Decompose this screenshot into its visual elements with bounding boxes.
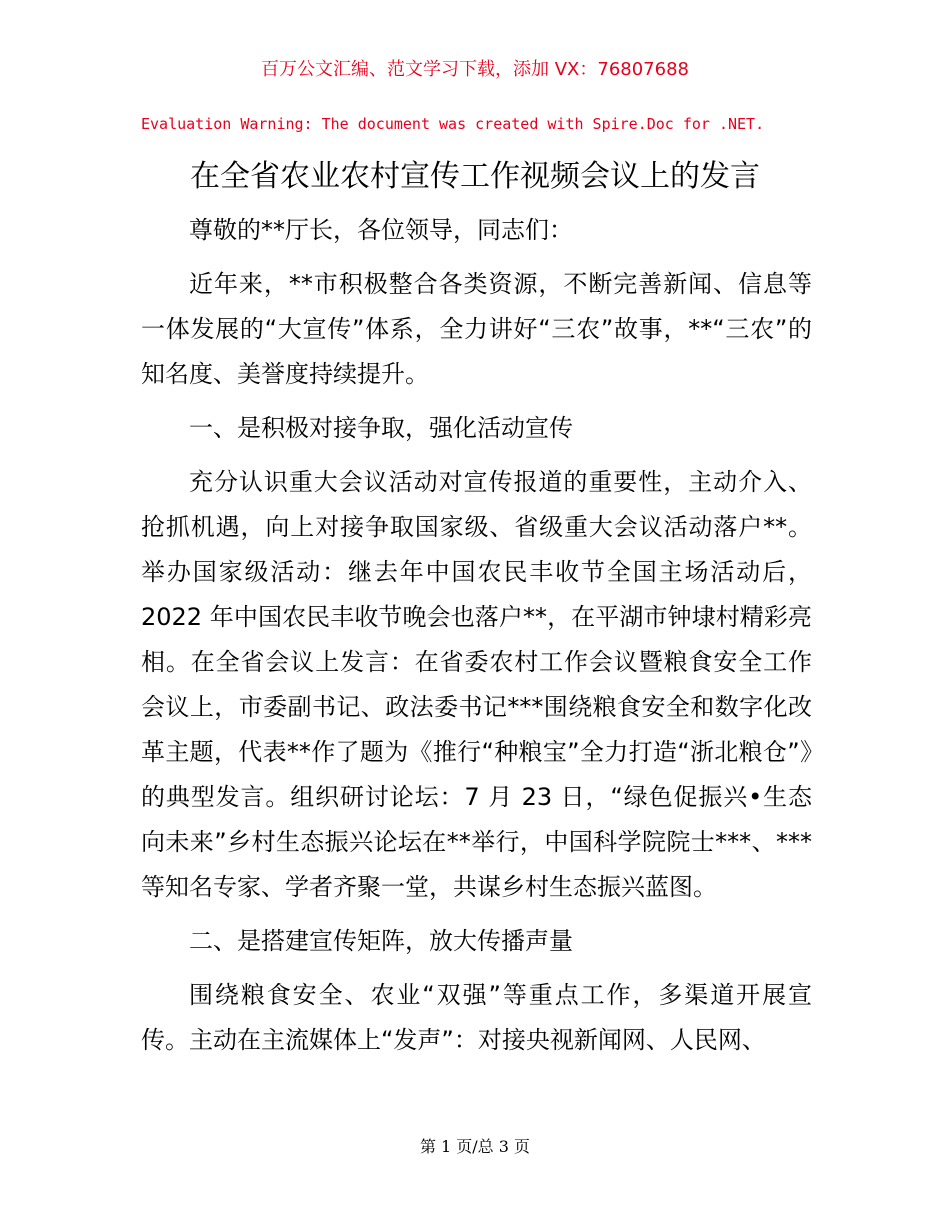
section-heading: 一、是积极对接争取，强化活动宣传 <box>189 414 573 442</box>
page-number: 第 1 页/总 3 页 <box>419 1137 531 1156</box>
document-body <box>141 208 812 1063</box>
header-banner: 百万公文汇编、范文学习下载，添加 VX：76807688 <box>261 59 689 80</box>
body-paragraph: 近年来，**市积极整合各类资源，不断完善新闻、信息等一体发展的“大宣传”体系，全力讲好“三农”故事，**“三农”的知名度、美誉度持续提升。 <box>141 270 812 388</box>
body-paragraph: 充分认识重大会议活动对宣传报道的重要性，主动介入、抢抓机遇，向上对接争取国家级、省级重大会议活动落户**。举办国家级活动：继去年中国农民丰收节全国主场活动后，2022 年中国农民丰收节晚会也落户**，在平湖市钟埭村精彩亮相。在全省会议上发言：在省委农村工作会议暨粮食安全工作会议上，市委副书记、政法委书记***围绕粮食安全和数字化改革主题，代表**作了题为《推行“种粮宝”全力打造“浙北粮仓”》的典型发言。组织研讨论坛：7 月 23 日，“绿色促振兴•生态向未来”乡村生态振兴论坛在**举行，中国科学院院士***、***等知名专家、学者齐聚一堂，共谋乡村生态振兴蓝图。 <box>141 468 812 901</box>
salutation-paragraph: 尊敬的**厅长，各位领导，同志们： <box>189 216 573 244</box>
body-paragraph: 围绕粮食安全、农业“双强”等重点工作，多渠道开展宣传。主动在主流媒体上“发声”：对接央视新闻网、人民网、 <box>141 981 812 1054</box>
evaluation-warning: Evaluation Warning: The document was created with Spire.Doc for .NET. <box>141 115 765 133</box>
section-heading: 二、是搭建宣传矩阵，放大传播声量 <box>189 927 573 955</box>
document-title: 在全省农业农村宣传工作视频会议上的发言 <box>190 159 760 194</box>
